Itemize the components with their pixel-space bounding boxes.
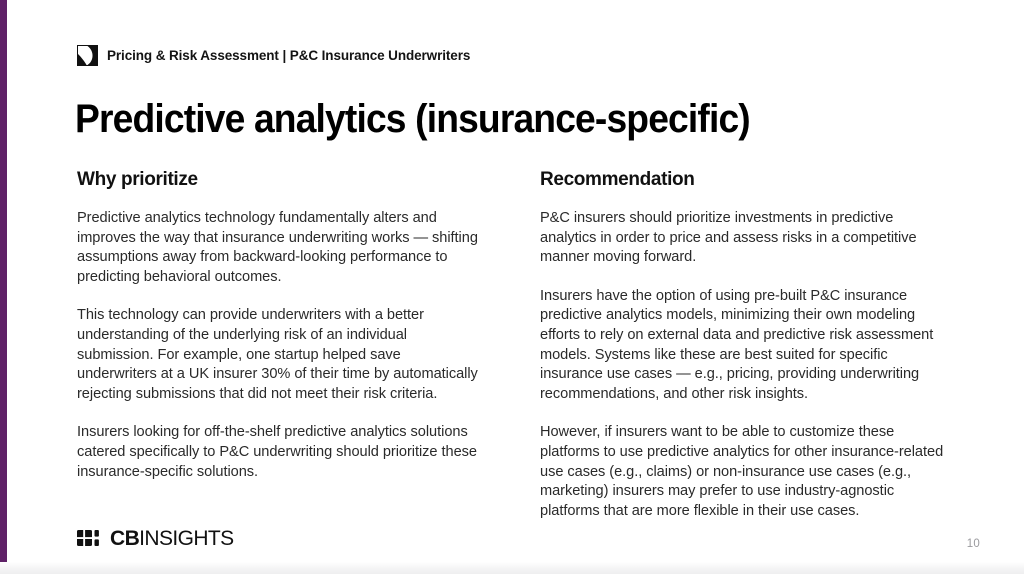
eyebrow-header — [77, 44, 470, 66]
left-paragraph-1: Predictive analytics technology fundamentally alters and improves the way that insurance underwriting works — shifting assumptions away from backward-looking performance to predicting behavioral outcomes. — [77, 210, 478, 285]
cb-insights-wordmark — [110, 528, 234, 549]
column-recommendation — [540, 168, 944, 521]
logo-text-light: INSIGHTS — [139, 526, 234, 550]
logo-text-bold: CB — [110, 526, 140, 550]
right-paragraph-3: However, if insurers want to be able to customize these platforms to use predictive analytics for other insurance-related use cases (e.g., claims) or non-insurance use cases (e.g., marketing) insurers may prefer to use industry-agnostic platforms that are more flexible in their use cases. — [540, 424, 944, 519]
quadrant-crescent-icon — [77, 45, 98, 66]
left-accent-bar — [0, 0, 7, 562]
cb-insights-blocks-icon — [77, 530, 103, 546]
left-paragraph-2: This technology can provide underwriters with a better understanding of the underlying risk of an individual submission. For example, one startup helped save underwriters at a UK insurer 30% of their time by automatically rejecting submissions that did not meet their risk criteria. — [77, 307, 478, 402]
column-why-prioritize — [77, 168, 481, 482]
left-paragraph-3: Insurers looking for off-the-shelf predictive analytics solutions catered specifically to P&C underwriting should prioritize these insurance-specific solutions. — [77, 424, 477, 480]
page-title: Predictive analytics (insurance-specific) — [75, 96, 750, 141]
bottom-band — [0, 562, 1024, 574]
eyebrow-label: Pricing & Risk Assessment | P&C Insurance Underwriters — [107, 47, 471, 63]
right-column-heading: Recommendation — [540, 169, 695, 190]
cb-insights-logo — [77, 527, 234, 549]
right-paragraph-1: P&C insurers should prioritize investments in predictive analytics in order to price and assess risks in a competitive manner moving forward. — [540, 210, 917, 266]
page-number: 10 — [966, 538, 980, 550]
left-column-heading: Why prioritize — [77, 169, 198, 190]
right-paragraph-2: Insurers have the option of using pre-built P&C insurance predictive analytics models, minimizing their own modeling efforts to rely on external data and predictive risk assessment models. Systems like these are best suited for specific insurance use cases — e.g., pricing, providing underwriting recommendations, and other risk insights. — [540, 287, 934, 402]
